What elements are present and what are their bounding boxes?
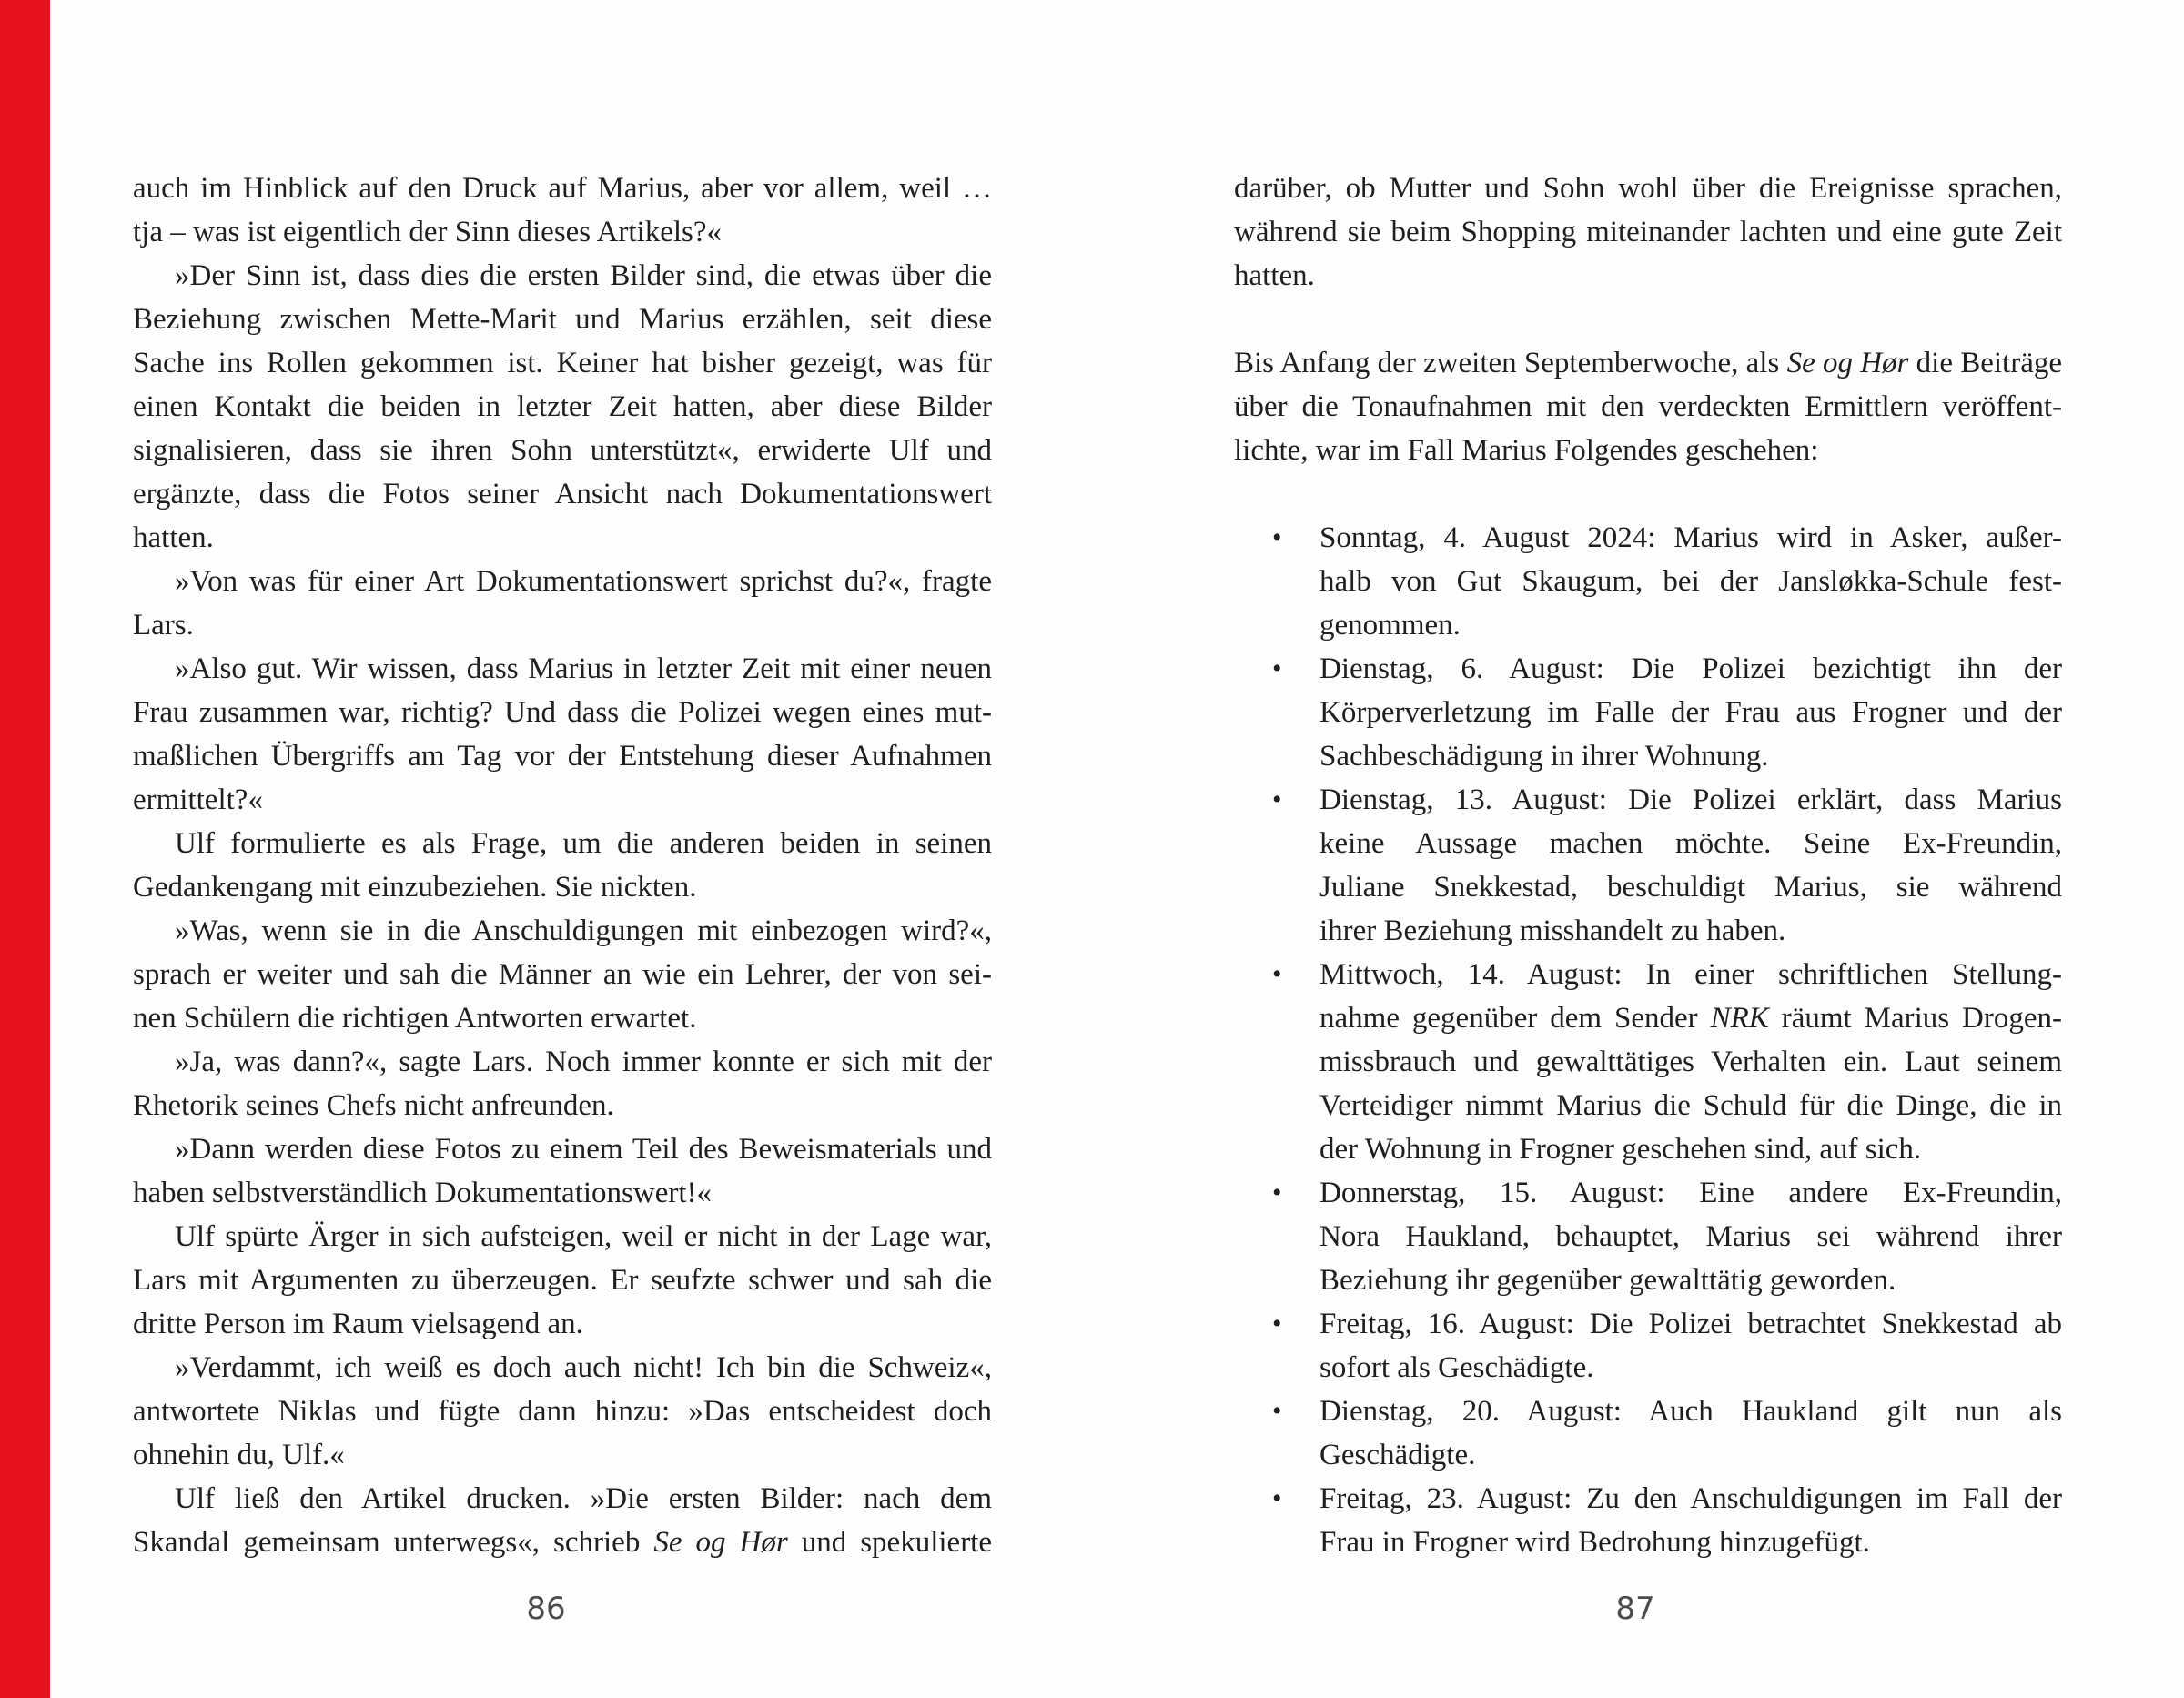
text-run: halb von Gut Skaugum, bei der Jansløkka-Schule fest-: [1320, 565, 2062, 598]
text-run: darüber, ob Mutter und Sohn wohl über die Ereignisse sprachen,: [1234, 172, 2062, 205]
text-run: ihrer Beziehung misshandelt zu haben.: [1320, 915, 1786, 947]
text-line: [133, 1171, 992, 1215]
bullet-icon: •: [1272, 959, 1282, 989]
bullet-icon: •: [1272, 522, 1282, 552]
text-line: [133, 1346, 992, 1390]
text-line: [1320, 734, 2062, 778]
text-line: [133, 516, 992, 560]
text-line: [133, 298, 992, 341]
text-line: [1320, 1171, 2062, 1215]
blank-line: [1234, 298, 2062, 341]
text-line: [1320, 1433, 2062, 1477]
bullet-text: [1320, 778, 2062, 953]
text-line: [133, 734, 992, 778]
text-line: [1320, 1521, 2062, 1564]
bullet-text: [1320, 1477, 2062, 1564]
text-line: [133, 429, 992, 472]
text-run: Freitag, 16. August: Die Polizei betrachtet Snekkestad ab: [1320, 1308, 2062, 1340]
bullet-icon: •: [1272, 1177, 1282, 1208]
text-run: nahme gegenüber dem Sender: [1320, 1002, 1711, 1035]
text-run: auch im Hinblick auf den Druck auf Marius, aber vor allem, weil …: [133, 172, 992, 205]
timeline-bullet-item: [1234, 516, 2062, 647]
text-run: haben selbstverständlich Dokumentationswert!«: [133, 1177, 713, 1209]
text-run: Dienstag, 6. August: Die Polizei bezichtigt ihn der: [1320, 652, 2062, 685]
text-run: Donnerstag, 15. August: Eine andere Ex-Freundin,: [1320, 1177, 2062, 1209]
text-run: nen Schülern die richtigen Antworten erwartet.: [133, 1002, 697, 1035]
text-line: [1320, 909, 2062, 953]
text-line: [133, 822, 992, 865]
text-line: [1320, 691, 2062, 734]
text-line: [1234, 385, 2062, 429]
text-run: Gedankengang mit einzubeziehen. Sie nickten.: [133, 871, 697, 904]
text-line: [1320, 1390, 2062, 1433]
text-run: Frau zusammen war, richtig? Und dass die Polizei wegen eines mut-: [133, 696, 992, 729]
text-run: lichte, war im Fall Marius Folgendes geschehen:: [1234, 434, 1819, 467]
timeline-bullet-item: [1234, 1390, 2062, 1477]
timeline-bullet-item: [1234, 778, 2062, 953]
text-line: [133, 167, 992, 210]
text-run: genommen.: [1320, 609, 1461, 642]
text-run: »Also gut. Wir wissen, dass Marius in letzter Zeit mit einer neuen: [175, 652, 992, 685]
text-line: [133, 865, 992, 909]
text-line: [133, 210, 992, 254]
text-line: [133, 1521, 992, 1564]
text-line: [1320, 603, 2062, 647]
text-line: [133, 1127, 992, 1171]
text-line: [1320, 996, 2062, 1040]
text-line: [133, 1302, 992, 1346]
text-run: Bis Anfang der zweiten Septemberwoche, als: [1234, 347, 1787, 379]
text-line: [1234, 167, 2062, 210]
text-run: missbrauch und gewalttätiges Verhalten ein. Laut seinem: [1320, 1046, 2062, 1078]
text-line: [1320, 516, 2062, 560]
text-line: [1320, 865, 2062, 909]
text-line: [133, 472, 992, 516]
book-cover-edge: [0, 0, 50, 1698]
text-run: »Der Sinn ist, dass dies die ersten Bilder sind, die etwas über die: [175, 259, 992, 292]
bullet-text: [1320, 516, 2062, 647]
timeline-bullet-item: [1234, 1477, 2062, 1564]
text-line: [1320, 647, 2062, 691]
italic-publication-name: Se og Hør: [1786, 347, 1909, 379]
timeline-bullet-item: [1234, 647, 2062, 778]
text-line: [133, 1477, 992, 1521]
text-line: [1234, 210, 2062, 254]
text-run: signalisieren, dass sie ihren Sohn unterstützt«, erwiderte Ulf und: [133, 434, 992, 467]
text-line: [1320, 1302, 2062, 1346]
bullet-text: [1320, 953, 2062, 1171]
text-run: antwortete Niklas und fügte dann hinzu: »Das entscheidest doch: [133, 1395, 992, 1428]
text-line: [133, 909, 992, 953]
bullet-text: [1320, 1390, 2062, 1477]
timeline-bullet-item: [1234, 1302, 2062, 1390]
text-line: [1320, 560, 2062, 603]
text-run: Juliane Snekkestad, beschuldigt Marius, sie während: [1320, 871, 2062, 904]
blank-line: [1234, 472, 2062, 516]
text-line: [1234, 254, 2062, 298]
text-line: [133, 341, 992, 385]
paragraph: [1234, 167, 2062, 298]
text-run: Ulf ließ den Artikel drucken. »Die ersten Bilder: nach dem: [175, 1482, 992, 1515]
text-run: Geschädigte.: [1320, 1439, 1476, 1471]
text-line: [133, 254, 992, 298]
italic-publication-name: NRK: [1710, 1002, 1769, 1035]
timeline-bullet-item: [1234, 1171, 2062, 1302]
text-run: Dienstag, 20. August: Auch Haukland gilt nun als: [1320, 1395, 2062, 1428]
left-page-text: [133, 167, 992, 1564]
text-line: [133, 691, 992, 734]
text-line: [133, 953, 992, 996]
text-run: keine Aussage machen möchte. Seine Ex-Freundin,: [1320, 827, 2062, 860]
text-line: [1320, 1215, 2062, 1258]
page-number-left: 86: [526, 1591, 566, 1627]
text-line: [133, 1040, 992, 1084]
text-run: Ulf formulierte es als Frage, um die anderen beiden in seinen: [175, 827, 992, 860]
text-line: [1234, 341, 2062, 385]
text-run: tja – was ist eigentlich der Sinn dieses Artikels?«: [133, 216, 723, 248]
text-run: ergänzte, dass die Fotos seiner Ansicht nach Dokumentationswert: [133, 478, 992, 510]
text-line: [133, 647, 992, 691]
paragraph: [133, 167, 992, 1564]
text-line: [1320, 953, 2062, 996]
timeline-bullet-item: [1234, 953, 2062, 1171]
text-run: Sache ins Rollen gekommen ist. Keiner hat bisher gezeigt, was für: [133, 347, 992, 379]
text-run: »Von was für einer Art Dokumentationswert sprichst du?«, fragte: [175, 565, 992, 598]
text-line: [133, 778, 992, 822]
text-run: ermittelt?«: [133, 783, 263, 816]
text-run: »Verdammt, ich weiß es doch auch nicht! Ich bin die Schweiz«,: [175, 1351, 992, 1384]
bullet-text: [1320, 1171, 2062, 1302]
bullet-text: [1320, 647, 2062, 778]
bullet-icon: •: [1272, 1396, 1282, 1426]
text-line: [133, 1258, 992, 1302]
text-line: [133, 385, 992, 429]
text-line: [133, 560, 992, 603]
text-line: [1320, 822, 2062, 865]
text-run: dritte Person im Raum vielsagend an.: [133, 1308, 583, 1340]
text-run: Verteidiger nimmt Marius die Schuld für die Dinge, die in: [1320, 1089, 2062, 1122]
paragraph: [1234, 341, 2062, 472]
right-page-text: [1234, 167, 2062, 1564]
bullet-icon: •: [1272, 1309, 1282, 1339]
text-run: hatten.: [133, 521, 214, 554]
page-number-right: 87: [1615, 1591, 1655, 1627]
bullet-icon: •: [1272, 784, 1282, 814]
text-run: Frau in Frogner wird Bedrohung hinzugefügt.: [1320, 1526, 1870, 1559]
text-line: [133, 996, 992, 1040]
text-line: [1320, 1127, 2062, 1171]
text-run: der Wohnung in Frogner geschehen sind, auf sich.: [1320, 1133, 1922, 1166]
text-run: Nora Haukland, behauptet, Marius sei während ihrer: [1320, 1220, 2062, 1253]
text-run: Sonntag, 4. August 2024: Marius wird in Asker, außer-: [1320, 521, 2062, 554]
text-run: Körperverletzung im Falle der Frau aus Frogner und der: [1320, 696, 2062, 729]
text-line: [133, 603, 992, 647]
text-line: [1320, 1084, 2062, 1127]
text-run: sprach er weiter und sah die Männer an wie ein Lehrer, der von sei-: [133, 958, 992, 991]
text-run: ohnehin du, Ulf.«: [133, 1439, 345, 1471]
bullet-icon: •: [1272, 1483, 1282, 1513]
text-run: während sie beim Shopping miteinander lachten und eine gute Zeit: [1234, 216, 2062, 248]
text-run: über die Tonaufnahmen mit den verdeckten Ermittlern veröffent-: [1234, 390, 2062, 423]
text-line: [133, 1390, 992, 1433]
text-run: einen Kontakt die beiden in letzter Zeit hatten, aber diese Bilder: [133, 390, 992, 423]
text-run: Rhetorik seines Chefs nicht anfreunden.: [133, 1089, 614, 1122]
text-line: [1320, 778, 2062, 822]
text-run: hatten.: [1234, 259, 1315, 292]
text-line: [1320, 1040, 2062, 1084]
text-run: sofort als Geschädigte.: [1320, 1351, 1594, 1384]
text-line: [133, 1433, 992, 1477]
bullet-text: [1320, 1302, 2062, 1390]
text-line: [1320, 1346, 2062, 1390]
text-run: Mittwoch, 14. August: In einer schriftlichen Stellung-: [1320, 958, 2062, 991]
text-run: Ulf spürte Ärger in sich aufsteigen, weil er nicht in der Lage war,: [175, 1220, 992, 1253]
text-run: Beziehung zwischen Mette-Marit und Marius erzählen, seit diese: [133, 303, 992, 336]
text-run: Lars mit Argumenten zu überzeugen. Er seufzte schwer und sah die: [133, 1264, 992, 1297]
text-line: [133, 1084, 992, 1127]
text-run: maßlichen Übergriffs am Tag vor der Entstehung dieser Aufnahmen: [133, 740, 992, 773]
italic-publication-name: Se og Hør: [653, 1526, 788, 1559]
text-run: »Dann werden diese Fotos zu einem Teil des Beweismaterials und: [175, 1133, 992, 1166]
text-run: Dienstag, 13. August: Die Polizei erklärt, dass Marius: [1320, 783, 2062, 816]
text-run: Sachbeschädigung in ihrer Wohnung.: [1320, 740, 1769, 773]
text-run: und spekulierte: [787, 1526, 992, 1559]
bullet-icon: •: [1272, 653, 1282, 683]
text-run: »Was, wenn sie in die Anschuldigungen mit einbezogen wird?«,: [175, 915, 992, 947]
text-line: [1320, 1477, 2062, 1521]
text-run: räumt Marius Drogen-: [1768, 1002, 2062, 1035]
text-run: Lars.: [133, 609, 194, 642]
text-run: Beziehung ihr gegenüber gewalttätig geworden.: [1320, 1264, 1896, 1297]
text-run: »Ja, was dann?«, sagte Lars. Noch immer konnte er sich mit der: [175, 1046, 992, 1078]
text-line: [1234, 429, 2062, 472]
text-line: [1320, 1258, 2062, 1302]
text-run: Skandal gemeinsam unterwegs«, schrieb: [133, 1526, 654, 1559]
text-run: Freitag, 23. August: Zu den Anschuldigungen im Fall der: [1320, 1482, 2062, 1515]
text-line: [133, 1215, 992, 1258]
text-run: die Beiträge: [1908, 347, 2062, 379]
